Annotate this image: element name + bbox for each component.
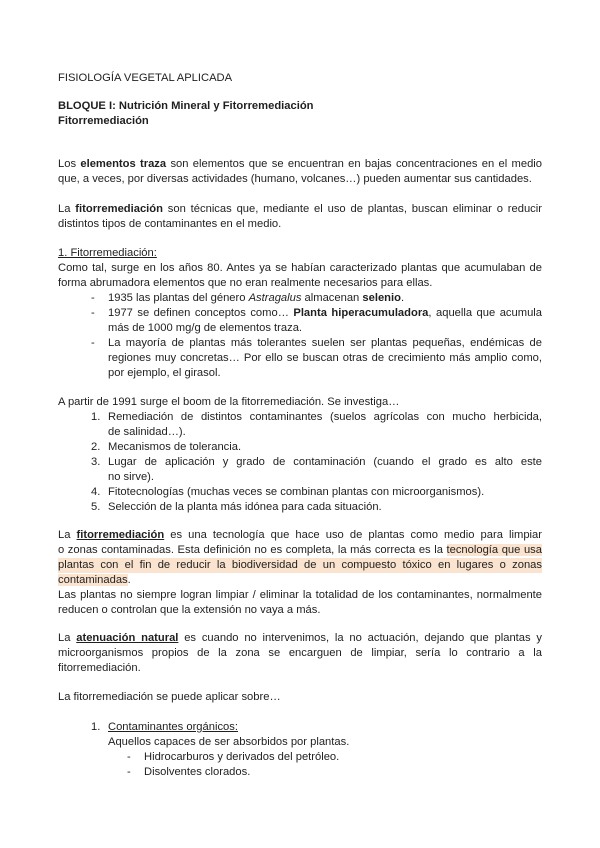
paragraph-elementos-traza-line2: que, a veces, por diversas actividades (humano, volcanes…) pueden aumentar sus cantidades. — [58, 173, 532, 185]
highlight: contaminadas — [58, 574, 128, 586]
paragraph-definicion-line1: La fitorremediación es una tecnología que hace uso de plantas como medio para limpiar — [58, 529, 542, 541]
highlight: tecnología que usa — [446, 544, 542, 556]
list-item-tolerancia: Mecanismos de tolerancia. — [108, 441, 242, 453]
block-heading: BLOQUE I: Nutrición Mineral y Fitorremediación — [58, 100, 314, 112]
bullet-dash: - — [91, 292, 95, 304]
paragraph-definicion-line3-highlight: plantas con el fin de reducir la biodiversidad de un compuesto tóxico en lugares o zonas — [58, 559, 542, 571]
list-item-number: 1. — [91, 721, 101, 733]
list-item-number: 5. — [91, 501, 101, 513]
list-item-remediacion-line1: Remediación de distintos contaminantes (suelos agrícolas con mucho herbicida, — [108, 411, 542, 423]
bullet-tolerantes-line3: por ejemplo, el girasol. — [108, 367, 221, 379]
bullet-dash: - — [91, 307, 95, 319]
contaminantes-organicos-desc: Aquellos capaces de ser absorbidos por plantas. — [108, 736, 350, 748]
list-item-number: 1. — [91, 411, 101, 423]
bullet-hidrocarburos: Hidrocarburos y derivados del petróleo. — [144, 751, 340, 763]
bullet-dash: - — [127, 751, 131, 763]
bullet-dash: - — [127, 766, 131, 778]
paragraph-fitorremediacion-line1: La fitorremediación son técnicas que, mediante el uso de plantas, buscan eliminar o reducir — [58, 203, 542, 215]
paragraph-atenuacion-line2: microorganismos propios de la zona se encarguen de limpiar, sería lo contrario a la — [58, 647, 542, 659]
bullet-disolventes: Disolventes clorados. — [144, 766, 251, 778]
list-item-fitotecnologias: Fitotecnologías (muchas veces se combinan plantas con microorganismos). — [108, 486, 485, 498]
course-title: FISIOLOGÍA VEGETAL APLICADA — [58, 72, 233, 84]
bullet-tolerantes-line1: La mayoría de plantas más tolerantes suelen ser plantas pequeñas, endémicas de — [108, 337, 542, 349]
paragraph-fitorremediacion-line2: distintos tipos de contaminantes en el medio. — [58, 218, 282, 230]
bullet-hiperacumuladora-line1: 1977 se definen conceptos como… Planta hiperacumuladora, aquella que acumula — [108, 307, 542, 319]
paragraph-atenuacion-line3: fitorremediación. — [58, 662, 141, 674]
section-subtitle: Fitorremediación — [58, 115, 149, 127]
section-1-heading: 1. Fitorremediación: — [58, 247, 157, 259]
bullet-astragalus: 1935 las plantas del género Astragalus almacenan selenio. — [108, 292, 405, 304]
paragraph-aplicar: La fitorremediación se puede aplicar sobre… — [58, 691, 281, 703]
boom-intro: A partir de 1991 surge el boom de la fitorremediación. Se investiga… — [58, 396, 400, 408]
bullet-dash: - — [91, 337, 95, 349]
section-1-text-line2: forma abrumadora elementos que no eran realmente necesarios para ellas. — [58, 277, 433, 289]
list-item-remediacion-line2: de salinidad…). — [108, 426, 186, 438]
bullet-tolerantes-line2: regiones muy concretas… Por ello se buscan otras de crecimiento más amplio como, — [108, 352, 542, 364]
paragraph-elementos-traza-line1: Los elementos traza son elementos que se encuentran en bajas concentraciones en el medio — [58, 158, 542, 170]
paragraph-definicion-line6: reducen o controlan que la extensión no vaya a más. — [58, 604, 321, 616]
paragraph-definicion-line2: o zonas contaminadas. Esta definición no es completa, la más correcta es la tecnología que usa — [58, 544, 542, 556]
paragraph-definicion-line4: contaminadas. — [58, 574, 131, 586]
list-item-lugar-line2: no sirve). — [108, 471, 155, 483]
section-1-text-line1: Como tal, surge en los años 80. Antes ya se habían caracterizado plantas que acumulaban de — [58, 262, 542, 274]
bullet-hiperacumuladora-line2: más de 1000 mg/g de elementos traza. — [108, 322, 303, 334]
list-item-number: 3. — [91, 456, 101, 468]
list-item-number: 4. — [91, 486, 101, 498]
paragraph-atenuacion-line1: La atenuación natural es cuando no intervenimos, la no actuación, dejando que plantas y — [58, 632, 542, 644]
list-item-lugar-line1: Lugar de aplicación y grado de contaminación (cuando el grado es alto este — [108, 456, 542, 468]
list-item-number: 2. — [91, 441, 101, 453]
list-item-seleccion: Selección de la planta más idónea para cada situación. — [108, 501, 382, 513]
contaminantes-organicos-heading: Contaminantes orgánicos: — [108, 721, 238, 733]
paragraph-definicion-line5: Las plantas no siempre logran limpiar / eliminar la totalidad de los contaminantes, normalmente — [58, 589, 542, 601]
